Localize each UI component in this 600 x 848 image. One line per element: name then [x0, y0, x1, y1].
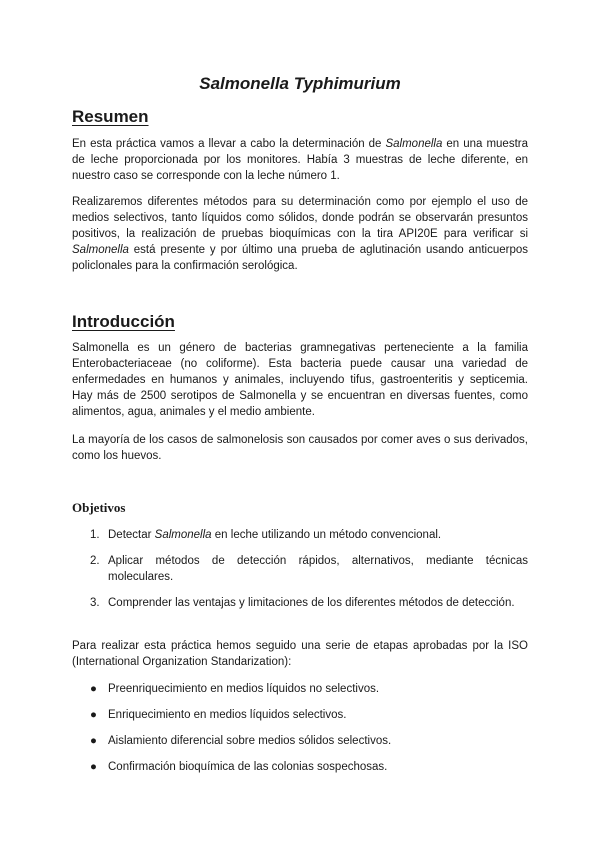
- resumen-paragraph-2: Realizaremos diferentes métodos para su determinación como por ejemplo el uso de medios selectivos, tanto líquidos como sólidos, donde podrán se observarán presuntos positivos, la realización de pruebas bioquímicas con la tira API20E para verificar si Salmonella está presente y por último una prueba de aglutinación usando anticuerpos policlonales para la confirmación serológica.: [72, 196, 528, 272]
- introduccion-heading: Introducción: [72, 312, 175, 331]
- resumen-paragraph-1: En esta práctica vamos a llevar a cabo la determinación de Salmonella en una muestra de leche proporcionada por los monitores. Había 3 muestras de leche diferente, en nuestro caso se corresponde con la leche número 1.: [72, 138, 528, 182]
- objetivos-heading: Objetivos: [72, 500, 126, 515]
- document-title: Salmonella Typhimurium: [199, 74, 401, 93]
- list-item: 1. Detectar Salmonella en leche utilizando un método convencional.: [90, 529, 442, 541]
- bullet-icon: ●: [90, 709, 97, 721]
- list-item: ● Preenriquecimiento en medios líquidos no selectivos.: [90, 683, 380, 695]
- list-item: ● Enriquecimiento en medios líquidos selectivos.: [90, 709, 347, 721]
- etapas-list: [90, 681, 528, 785]
- objetivos-list: [90, 527, 528, 621]
- list-item: ● Aislamiento diferencial sobre medios sólidos selectivos.: [90, 735, 392, 747]
- bullet-icon: ●: [90, 683, 97, 695]
- bullet-icon: ●: [90, 761, 97, 773]
- introduccion-paragraph-1: Salmonella es un género de bacterias gramnegativas perteneciente a la familia Enterobacteriaceae (no coliforme). Esta bacteria puede causar una variedad de enfermedades en humanos y animales, incluyendo tifus, gastroenteritis y septicemia. Hay más de 2500 serotipos de Salmonella y se encuentran en diversas fuentes, como alimentos, agua, animales y el medio ambiente.: [72, 342, 528, 418]
- list-item: 3. Comprender las ventajas y limitaciones de los diferentes métodos de detección.: [90, 597, 515, 609]
- list-item: 2. Aplicar métodos de detección rápidos, alternativos, mediante técnicas moleculares.: [90, 555, 528, 583]
- resumen-heading: Resumen: [72, 107, 149, 126]
- iso-paragraph: Para realizar esta práctica hemos seguido una serie de etapas aprobadas por la ISO (International Organization Standarization):: [72, 640, 528, 668]
- introduccion-paragraph-2: La mayoría de los casos de salmonelosis son causados por comer aves o sus derivados, como los huevos.: [72, 434, 528, 462]
- list-item: ● Confirmación bioquímica de las colonias sospechosas.: [90, 761, 388, 773]
- bullet-icon: ●: [90, 735, 97, 747]
